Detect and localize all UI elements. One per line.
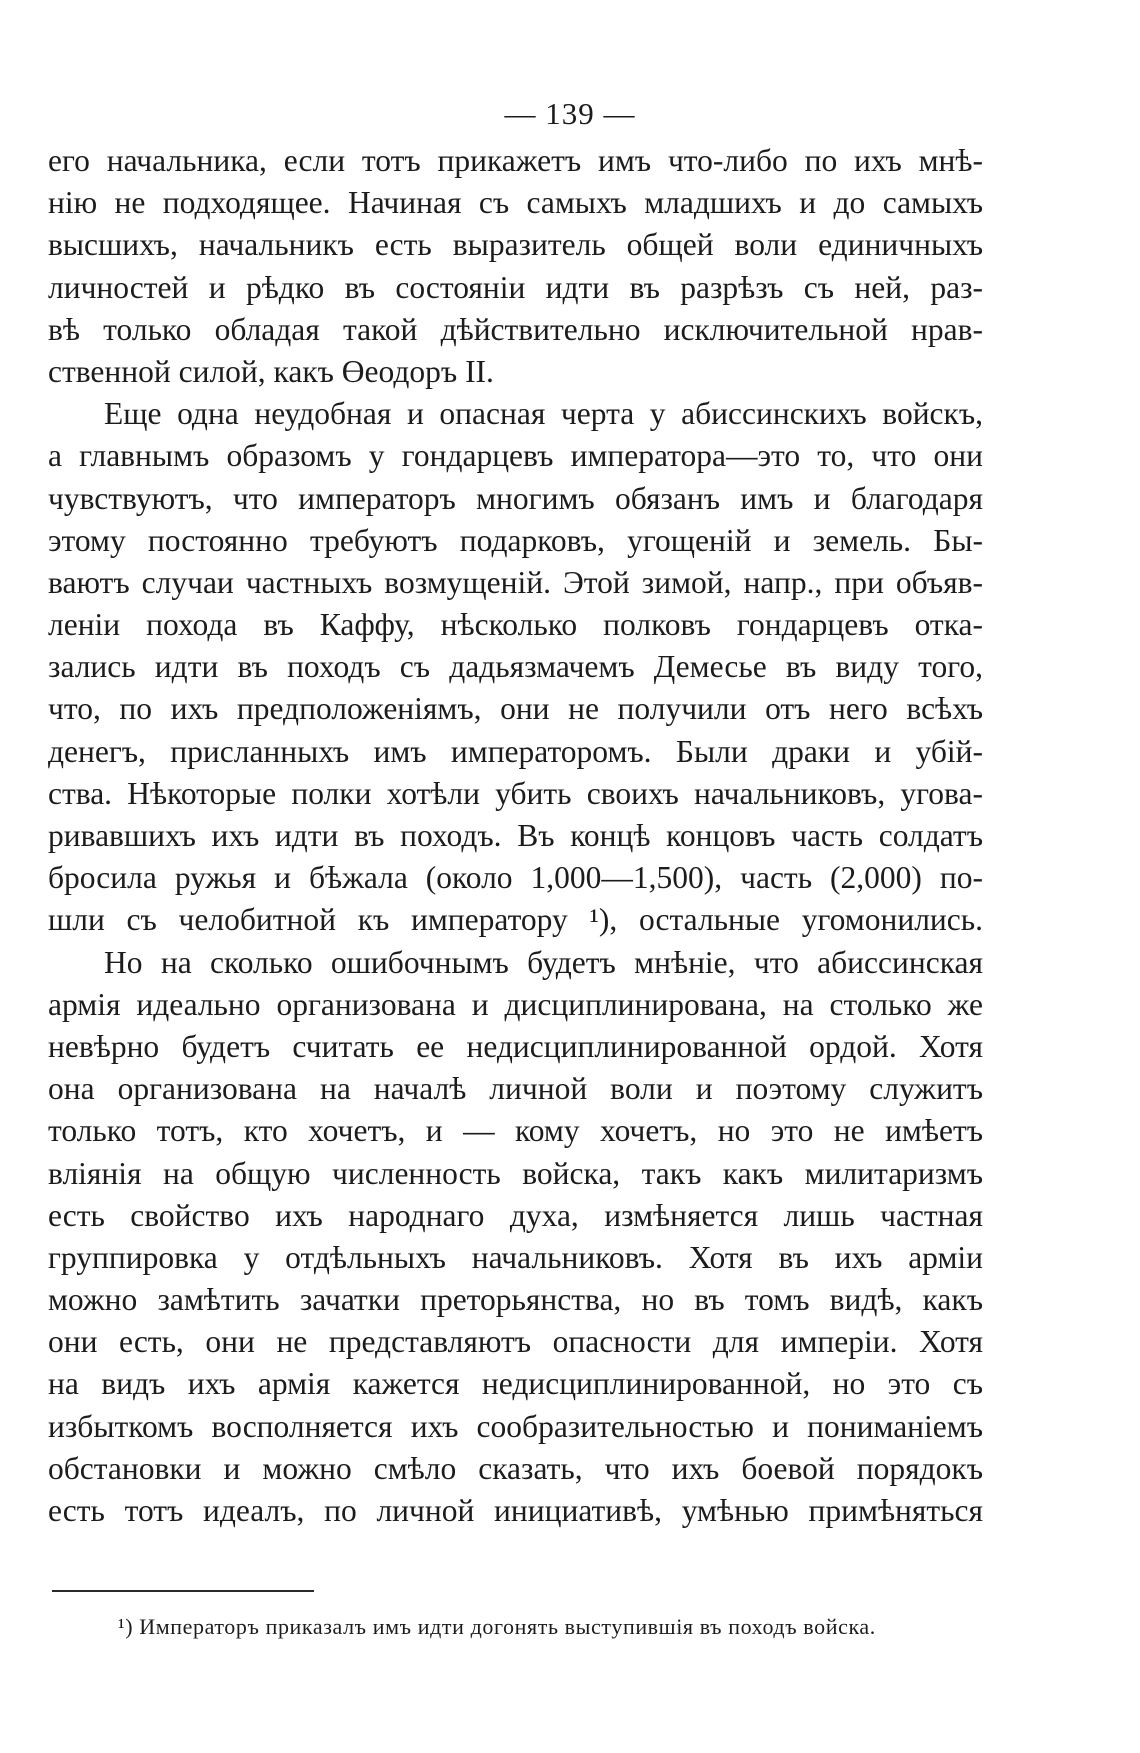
text-line: шли съ челобитной къ императору ¹), остальные угомонились. bbox=[48, 902, 983, 938]
text-line: а главнымъ образомъ у гондарцевъ императора—это то, что они bbox=[48, 438, 983, 474]
text-line: на видъ ихъ армія кажется недисциплинированной, но это съ bbox=[48, 1366, 983, 1402]
text-line: нію не подходящее. Начиная съ самыхъ младшихъ и до самыхъ bbox=[48, 185, 983, 221]
text-line: личностей и рѣдко въ состояніи идти въ разрѣзъ съ ней, раз- bbox=[48, 269, 983, 305]
text-line: есть свойство ихъ народнаго духа, измѣняется лишь частная bbox=[48, 1197, 983, 1233]
text-line: они есть, они не представляютъ опасности для имперіи. Хотя bbox=[48, 1324, 983, 1360]
text-line: армія идеально организована и дисциплинирована, на столько же bbox=[48, 986, 983, 1022]
text-line: ваютъ случаи частныхъ возмущеній. Этой зимой, напр., при объяв- bbox=[48, 564, 983, 600]
paragraph-start-line: Еще одна неудобная и опасная черта у абиссинскихъ войскъ, bbox=[104, 396, 983, 432]
text-line: высшихъ, начальникъ есть выразитель общей воли единичныхъ bbox=[48, 227, 983, 263]
text-line: денегъ, присланныхъ имъ императоромъ. Были драки и убій- bbox=[48, 733, 983, 769]
body-text bbox=[48, 140, 983, 1532]
text-line: есть тотъ идеалъ, по личной инициативѣ, умѣнью примѣняться bbox=[48, 1493, 983, 1528]
text-line: что, по ихъ предположеніямъ, они не получили отъ него всѣхъ bbox=[48, 691, 983, 727]
text-line: вѣ только обладая такой дѣйствительно исключительной нрав- bbox=[48, 311, 983, 347]
text-line: зались идти въ походъ съ дадьязмачемъ Демесье въ виду того, bbox=[48, 649, 983, 685]
text-line: ственной силой, какъ Өеодоръ II. bbox=[48, 353, 494, 389]
text-line: его начальника, если тотъ прикажетъ имъ что-либо по ихъ мнѣ- bbox=[48, 143, 983, 178]
text-line: группировка у отдѣльныхъ начальниковъ. Хотя въ ихъ арміи bbox=[48, 1239, 983, 1275]
footnote bbox=[118, 1612, 988, 1642]
text-line: только тотъ, кто хочетъ, и — кому хочетъ, но это не имѣетъ bbox=[48, 1113, 983, 1149]
text-line: можно замѣтить зачатки преторьянства, но въ томъ видѣ, какъ bbox=[48, 1282, 983, 1318]
text-line: вліянія на общую численность войска, такъ какъ милитаризмъ bbox=[48, 1155, 983, 1191]
footnote-marker: ¹) bbox=[118, 1614, 134, 1639]
text-line: этому постоянно требуютъ подарковъ, угощеній и земель. Бы- bbox=[48, 522, 983, 558]
text-line: чувствуютъ, что императоръ многимъ обязанъ имъ и благодаря bbox=[48, 480, 983, 516]
text-line: ривавшихъ ихъ идти въ походъ. Въ концѣ концовъ часть солдатъ bbox=[48, 818, 983, 853]
text-line: бросила ружья и бѣжала (около 1,000—1,500), часть (2,000) по- bbox=[48, 860, 983, 896]
text-line: избыткомъ восполняется ихъ сообразительностью и пониманіемъ bbox=[48, 1408, 983, 1444]
paragraph-start-line: Но на сколько ошибочнымъ будетъ мнѣніе, что абиссинская bbox=[104, 944, 983, 980]
text-line: она организована на началѣ личной воли и поэтому служитъ bbox=[48, 1071, 983, 1107]
text-line: невѣрно будетъ считать ее недисциплинированной ордой. Хотя bbox=[48, 1028, 983, 1064]
text-line: ства. Нѣкоторые полки хотѣли убить своихъ начальниковъ, угова- bbox=[48, 775, 983, 811]
footnote-text: Императоръ приказалъ имъ идти догонять выступившія въ походъ войска. bbox=[139, 1614, 876, 1639]
footnote-divider bbox=[52, 1590, 314, 1592]
text-line: обстановки и можно смѣло сказать, что ихъ боевой порядокъ bbox=[48, 1450, 983, 1486]
page-number: — 139 — bbox=[504, 96, 636, 131]
text-line: леніи похода въ Каффу, нѣсколько полковъ гондарцевъ отка- bbox=[48, 607, 983, 643]
